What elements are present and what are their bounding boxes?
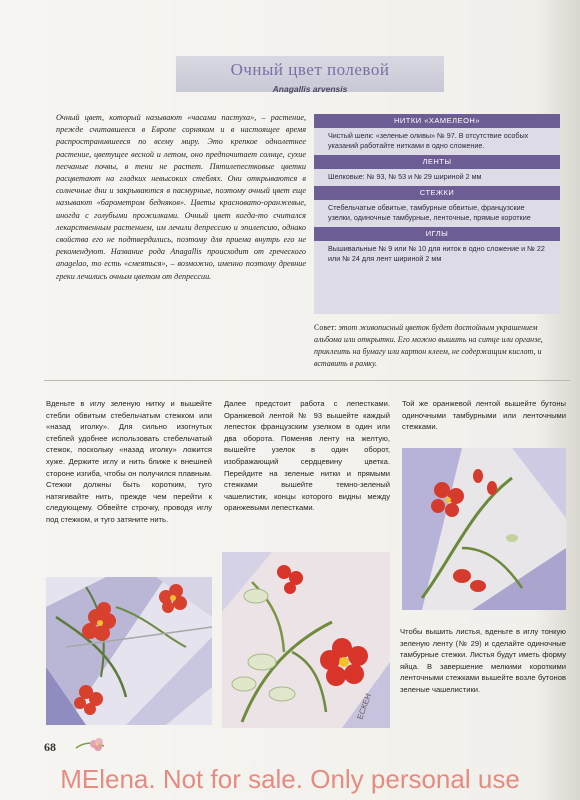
step-text-buds: Той же оранжевой лентой вышейте бутоны одиночными тамбурными или ленточными стежками. bbox=[402, 399, 566, 432]
photo-petals bbox=[222, 552, 390, 728]
sidebar-heading-threads: НИТКИ «ХАМЕЛЕОН» bbox=[314, 114, 560, 128]
sidebar-text-threads: Чистый шелк: «зеленые оливы» № 97. В отсутствие особых указаний работайте нитками в одно сложение. bbox=[328, 131, 529, 150]
materials-sidebar bbox=[314, 114, 560, 314]
section-divider bbox=[44, 380, 570, 381]
step-text-leaves: Чтобы вышить листья, вденьте в иглу тонкую зеленую ленту (№ 29) и сделайте одиночные тамбурные стежки. Листья будут иметь форму яйца. В завершение мелкими короткими ленточными стежками вышейте возле бутонов зеленые чашелистики. bbox=[400, 627, 566, 694]
decorative-flower-icon bbox=[74, 736, 114, 754]
watermark-text: MElena. Not for sale. Only personal use bbox=[60, 764, 520, 794]
intro-paragraph: Очный цвет, который называют «часами пастуха», – растение, прежде считавшееся в Европе сорняком и в настоящее время распространившееся по всему миру. Это крепкое однолетнее растение, цветущее весной и летом, оно предпочитает солнце, сухие песчаные почвы, в тени не растет. Пятилепестковые цветки расцветают на гладких невысоких стеблях. Они открываются в солнечные дни и закрываются в пасмурные, поэтому очный цвет еще называют «барометром бедняков». Цветы красновато-оранжевые, иногда с голубыми прожилками. Очный цвет когда-то считался лекарственным растением, им лечили депрессию и эпилепсию, однако свойства его не подтвердились, поэтому для приема внутрь его не рекомендуют. Название рода Anagallis происходит от греческого anagelao, то есть «смеяться», – возможно, именно поэтому древние греки лечились очным цветом от депрессии. bbox=[56, 113, 306, 281]
latin-name: Anagallis arvensis bbox=[272, 84, 348, 94]
sidebar-heading-ribbons: ЛЕНТЫ bbox=[314, 155, 560, 169]
photo-stem-stitching bbox=[46, 577, 212, 725]
sidebar-text-stitches: Стебельчатые обвитые, тамбурные обвитые, французские узелки, одиночные тамбурные, ленточные, прямые короткие bbox=[328, 203, 531, 222]
step-text-petals: Далее предстоит работа с лепестками. Оранжевой лентой № 93 вышейте каждый лепесток французским узелком в один или два оборота. Поменяв ленту на желтую, вышейте узелок в один оборот, изображающий сердцевину цветка. Перейдите на зеленые нитки и прямыми стежками вышейте темно-зеленый чашелистик, концы которого видны между оранжевыми лепестками. bbox=[224, 399, 390, 513]
page-title: Очный цвет полевой bbox=[230, 60, 390, 79]
sidebar-heading-needles: ИГЛЫ bbox=[314, 227, 560, 241]
photo-fabric-label: ЕСКЕН bbox=[355, 692, 374, 721]
tip-lead: Совет: bbox=[314, 323, 337, 332]
tip-paragraph bbox=[314, 322, 560, 370]
embroidery-buds-illustration bbox=[402, 448, 566, 610]
page-number: 68 bbox=[44, 740, 56, 754]
sidebar-text-ribbons: Шелковые: № 93, № 53 и № 29 шириной 2 мм bbox=[328, 172, 482, 181]
tip-text: этот живописный цветок будет достойным украшением альбома или открытки. Его можно вышить на ситце или органзе, приклеить на бумагу или картон клеем, не содержащим кислот, и вставить в рамку. bbox=[314, 323, 543, 368]
photo-buds bbox=[402, 448, 566, 610]
step-text-stems: Вденьте в иглу зеленую нитку и вышейте стебли обвитым стебельчатым стежком или «назад иголку». Для сильно изогнутых стеблей удобнее использовать стебельчатый стежок, поскольку «назад иголку» ложится хуже. Держите иглу и нить ближе к внешней стороне изгиба, чтобы он получился плавным. Стежки должны быть коротким, туго натягивайте нить, прежде чем перейти к следующему. Обвейте строчку, проводя иглу под стежком, и туго затяните нить. bbox=[46, 399, 212, 524]
sidebar-heading-stitches: СТЕЖКИ bbox=[314, 186, 560, 200]
sidebar-text-needles: Вышивальные № 9 или № 10 для ниток в одно сложение и № 22 или № 24 для лент шириной 2 мм bbox=[328, 244, 545, 263]
embroidery-stems-illustration bbox=[46, 577, 212, 725]
embroidery-flower-illustration bbox=[222, 552, 390, 728]
